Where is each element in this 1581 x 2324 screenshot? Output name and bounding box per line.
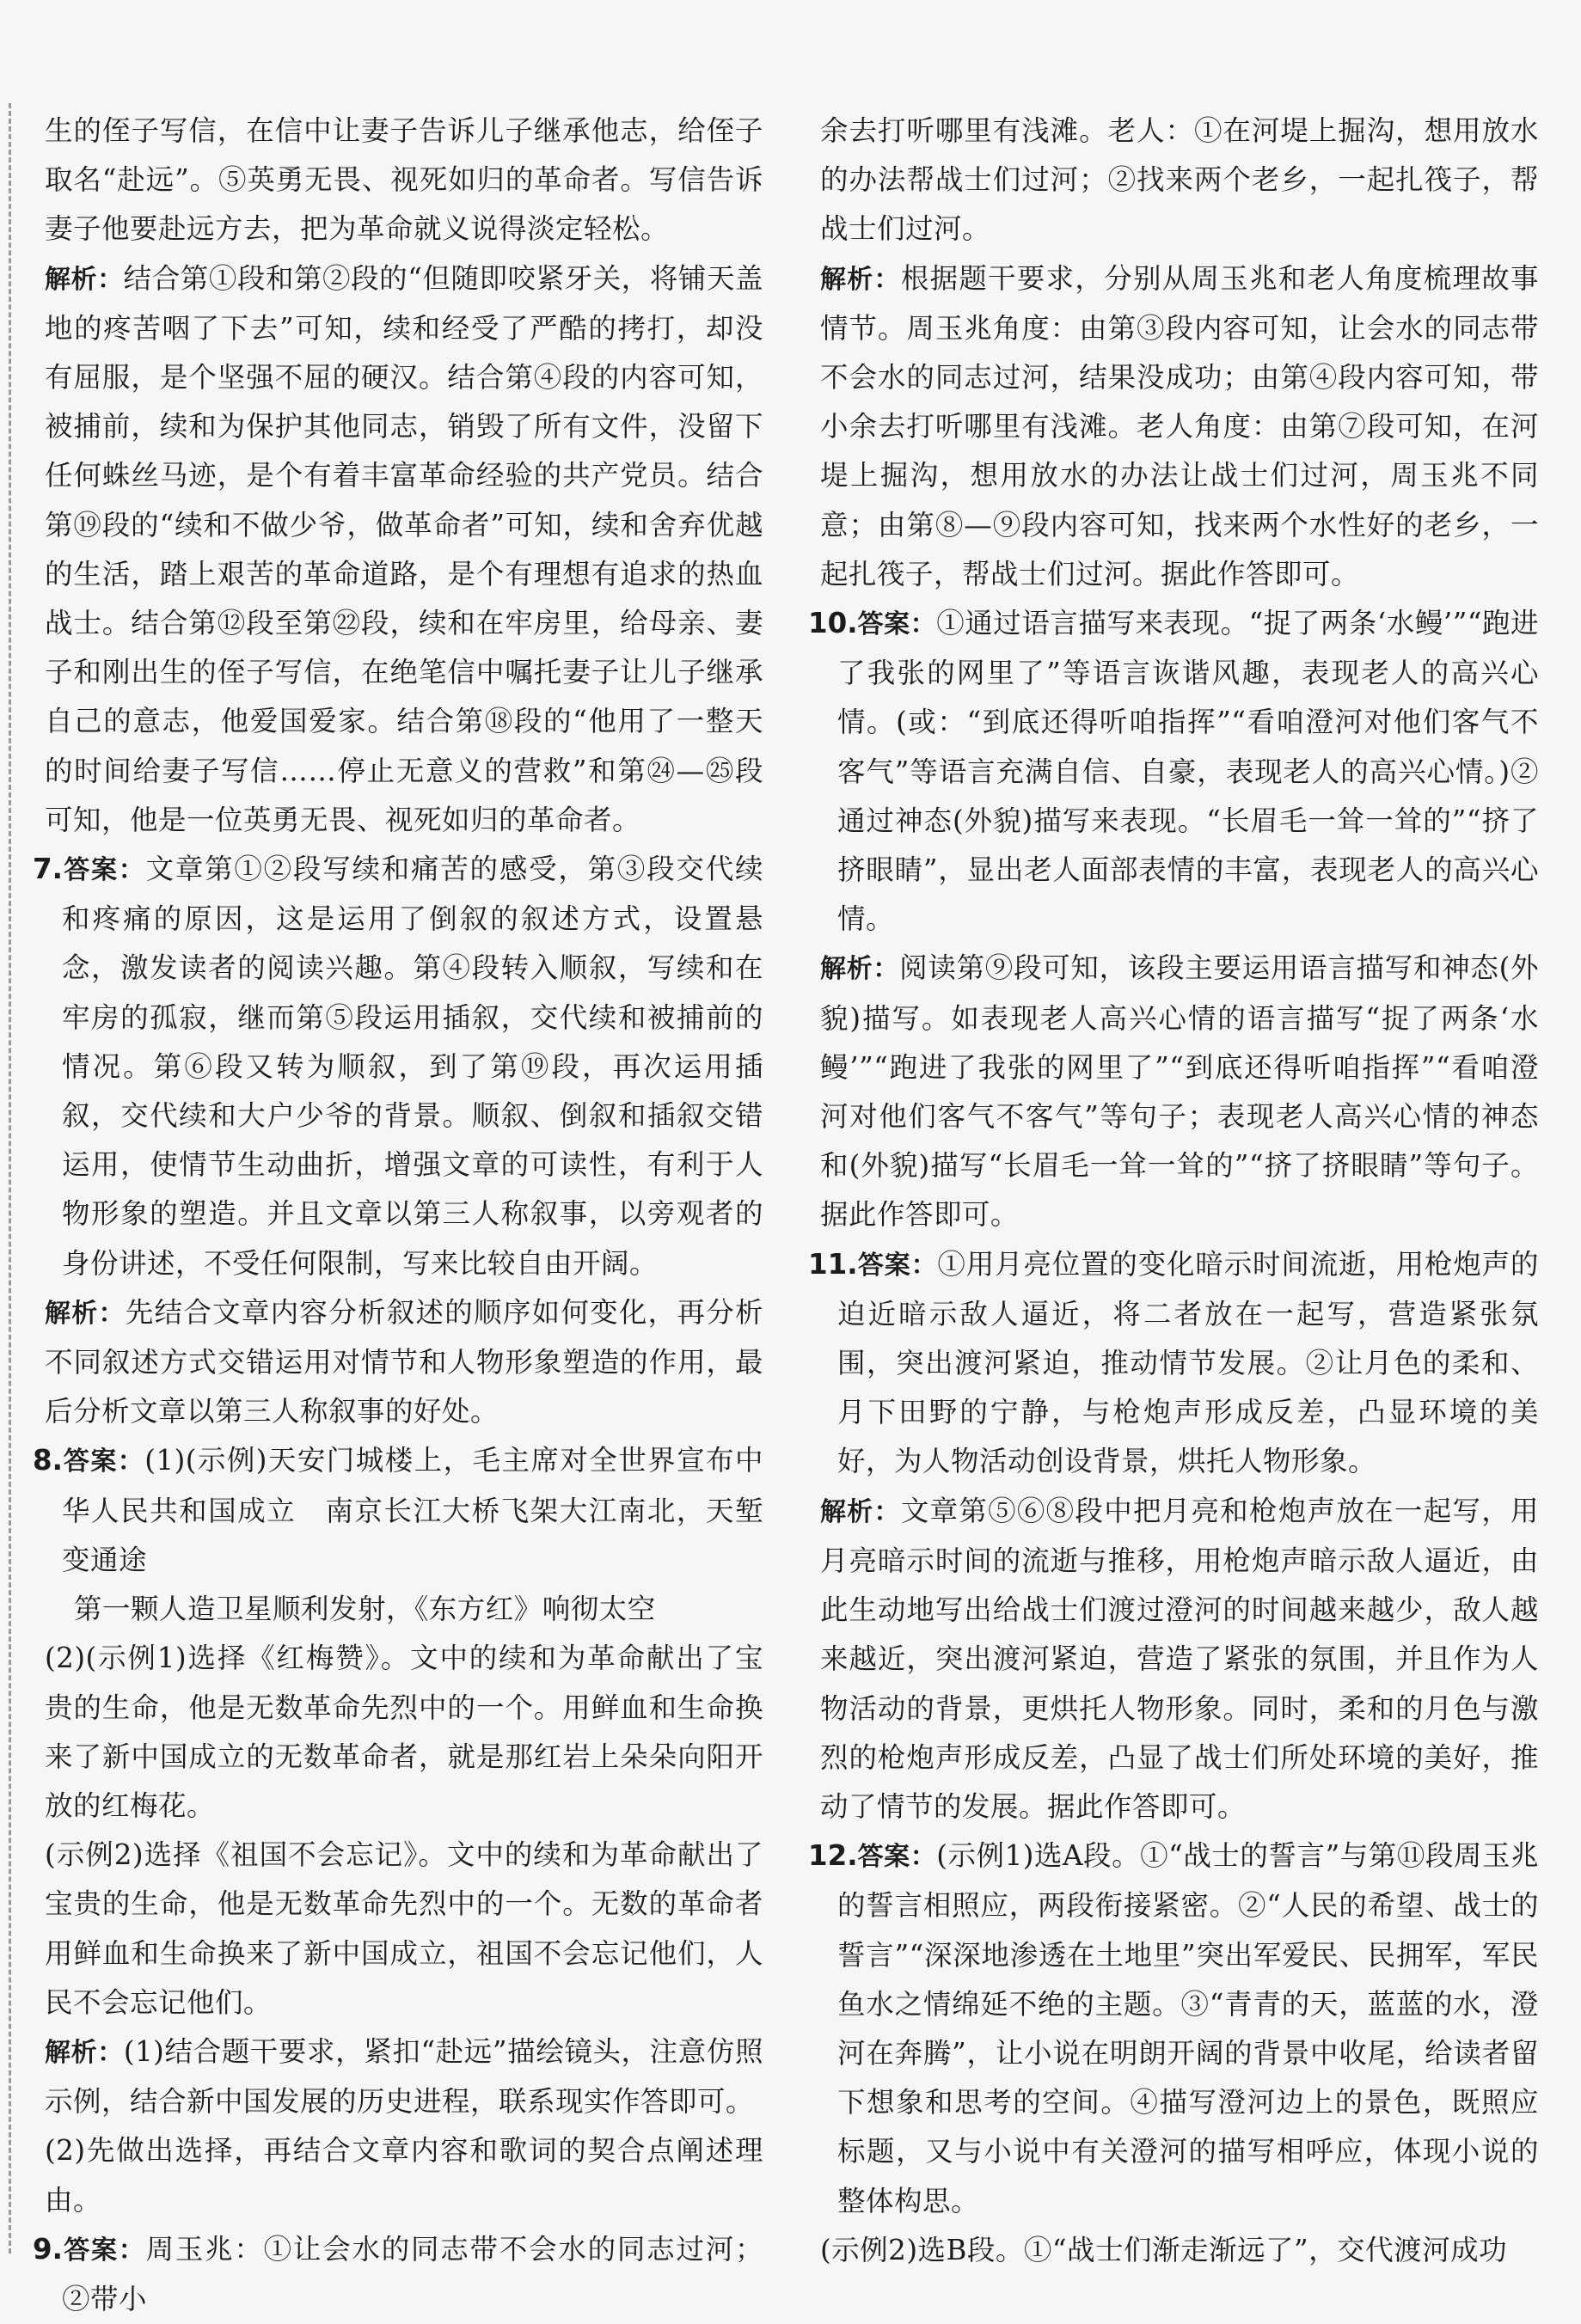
question-number: 8. [33,1444,63,1477]
right-column [808,107,1539,2275]
paragraph-text: (2)先做出选择，再结合文章内容和歌词的契合点阐述理由。 [45,2134,763,2217]
paragraph [808,107,1539,254]
paragraph [808,2226,1539,2275]
explanation-text: 阅读第⑨段可知，该段主要运用语言描写和神态(外貌)描写。如表现老人高兴心情的语言描写“捉了两条‘水鳗’”“跑进了我张的网里了”“到底还得听咱指挥”“看咱澄河对他们客气不客气”等句子；表现老人高兴心情的神态和(外貌)描写“长眉毛一耸一耸的”“挤了挤眼睛”等句子。据此作答即可。 [820,951,1539,1232]
question-number: 9. [33,2232,63,2266]
answer-block [33,1436,763,1585]
paragraph [33,2126,763,2224]
answer-label: 答案： [857,1250,938,1281]
answer-continuation [33,1585,763,1634]
explanation-label: 解析： [45,1298,126,1329]
paragraph-text: 生的侄子写信，在信中让妻子告诉儿子继承他志，给侄子取名“赴远”。⑤英勇无畏、视死如归的革命者。写信告诉妻子他要赴远方去，把为革命就义说得淡定轻松。 [45,114,763,246]
question-number: 12. [808,1839,858,1873]
answer-text: 周玉兆：①让会水的同志带不会水的同志过河；②带小 [62,2232,763,2315]
question-number: 7. [33,853,63,886]
explanation-text: 根据题干要求，分别从周玉兆和老人角度梳理故事情节。周玉兆角度：由第③段内容可知，让会水的同志带不会水的同志过河，结果没成功；由第④段内容可知，带小余去打听哪里有浅滩。老人角度：由第⑦段可知，在河堤上掘沟，想用放水的办法让战士们过河，周玉兆不同意；由第⑧—⑨段内容可知，找来两个水性好的老乡，一起扎筏子，帮战士们过河。据此作答即可。 [820,261,1539,590]
explanation-block [808,1487,1539,1832]
answer-block [808,1832,1539,2226]
answer-label: 答案： [857,1842,937,1873]
paragraph [33,1634,763,1831]
answer-block [33,2225,763,2324]
paragraph-text: (2)(示例1)选择《红梅赞》。文中的续和为革命献出了宝贵的生命，他是无数革命先烈中的一个。用鲜血和生命换来了新中国成立的无数革命者，就是那红岩上朵朵向阳开放的红梅花。 [45,1642,763,1822]
question-number: 10. [808,607,858,640]
explanation-block [808,254,1539,599]
answer-text: 第一颗人造卫星顺利发射，《东方红》响彻太空 [74,1593,656,1626]
paragraph [33,1831,763,2027]
explanation-block [33,1288,763,1437]
answer-label: 答案： [857,609,937,640]
explanation-block [33,2027,763,2126]
explanation-label: 解析： [820,954,900,985]
explanation-text: 先结合文章内容分析叙述的顺序如何变化，再分析不同叙述方式交错运用对情节和人物形象塑造的作用，最后分析文章以第三人称叙事的好处。 [45,1295,763,1428]
answer-block [808,1240,1539,1487]
left-column [33,107,763,2324]
answer-text: ①通过语言描写来表现。“捉了两条‘水鳗’”“跑进了我张的网里了”等语言诙谐风趣，表现老人的高兴心情。(或：“到底还得听咱指挥”“看咱澄河对他们客气不客气”等语言充满自信、自豪，表现老人的高兴心情。)②通过神态(外貌)描写来表现。“长眉毛一耸一耸的”“挤了挤眼睛”，显出老人面部表情的丰富，表现老人的高兴心情。 [837,607,1540,936]
answer-text: (示例1)选A段。①“战士的誓言”与第⑪段周玉兆的誓言相照应，两段衔接紧密。②“人民的希望、战士的誓言”“深深地渗透在土地里”突出军爱民、民拥军，军民鱼水之情绵延不绝的主题。③“青青的天，蓝蓝的水，澄河在奔腾”，让小说在明朗开阔的背景中收尾，给读者留下想象和思考的空间。④描写澄河边上的景色，既照应标题，又与小说中有关澄河的描写相呼应，体现小说的整体构思。 [837,1839,1539,2217]
question-number: 11. [808,1247,858,1281]
answer-block [808,599,1539,944]
answer-block [33,845,763,1288]
paragraph-text: (示例2)选择《祖国不会忘记》。文中的续和为革命献出了宝贵的生命，他是无数革命先烈中的一个。无数的革命者用鲜血和生命换来了新中国成立，祖国不会忘记他们，人民不会忘记他们。 [45,1838,763,2019]
explanation-text: 结合第①段和第②段的“但随即咬紧牙关，将铺天盖地的疼苦咽了下去”可知，续和经受了严酷的拷打，却没有屈服，是个坚强不屈的硬汉。结合第④段的内容可知，被捕前，续和为保护其他同志，销毁了所有文件，没留下任何蛛丝马迹，是个有着丰富革命经验的共产党员。结合第⑲段的“续和不做少爷，做革命者”可知，续和舍弃优越的生活，踏上艰苦的革命道路，是个有理想有追求的热血战士。结合第⑫段至第㉒段，续和在牢房里，给母亲、妻子和刚出生的侄子写信，在绝笔信中嘱托妻子让儿子继承自己的意志，他爱国爱家。结合第⑱段的“他用了一整天的时间给妻子写信……停止无意义的营救”和第㉔—㉕段可知，他是一位英勇无畏、视死如归的革命者。 [45,261,763,836]
paragraph [33,107,763,254]
answer-label: 答案： [62,2235,146,2266]
answer-label: 答案： [62,1446,145,1477]
answer-text: 文章第①②段写续和痛苦的感受，第③段交代续和疼痛的原因，这是运用了倒叙的叙述方式，设置悬念，激发读者的阅读兴趣。第④段转入顺叙，写续和在牢房的孤寂，继而第⑤段运用插叙，交代续和被捕前的情况。第⑥段又转为顺叙，到了第⑲段，再次运用插叙，交代续和大户少爷的背景。顺叙、倒叙和插叙交错运用，使情节生动曲折，增强文章的可读性，有利于人物形象的塑造。并且文章以第三人称叙事，以旁观者的身份讲述，不受任何限制，写来比较自由开阔。 [62,853,763,1280]
explanation-text: (1)结合题干要求，紧扣“赴远”描绘镜头，注意仿照示例，结合新中国发展的历史进程，联系现实作答即可。 [45,2034,763,2119]
explanation-block [808,944,1539,1239]
explanation-label: 解析： [45,2037,124,2068]
paragraph-text: (示例2)选B段。①“战士们渐走渐远了”，交代渡河成功 [820,2233,1508,2266]
dashed-margin-line [9,103,11,2254]
answer-text: ①用月亮位置的变化暗示时间流逝，用枪炮声的迫近暗示敌人逼近，将二者放在一起写，营造紧张氛围，突出渡河紧迫，推动情节发展。②让月色的柔和、月下田野的宁静，与枪炮声形成反差，凸显环境的美好，为人物活动创设背景，烘托人物形象。 [837,1247,1539,1478]
answer-text: (1)(示例)天安门城楼上，毛主席对全世界宣布中华人民共和国成立 南京长江大桥飞架大江南北，天堑变通途 [62,1444,764,1576]
paragraph-text: 余去打听哪里有浅滩。老人：①在河堤上掘沟，想用放水的办法帮战士们过河；②找来两个老乡，一起扎筏子，帮战士们过河。 [820,114,1539,246]
explanation-label: 解析： [45,264,124,295]
explanation-label: 解析： [820,1496,901,1527]
answer-label: 答案： [62,855,146,886]
explanation-label: 解析： [820,264,901,295]
explanation-text: 文章第⑤⑥⑧段中把月亮和枪炮声放在一起写，用月亮暗示时间的流逝与推移，用枪炮声暗示敌人逼近，由此生动地写出给战士们渡过澄河的时间越来越少，敌人越来越近，突出渡河紧迫，营造了紧张的氛围，并且作为人物活动的背景，更烘托人物形象。同时，柔和的月色与激烈的枪炮声形成反差，凸显了战士们所处环境的美好，推动了情节的发展。据此作答即可。 [820,1494,1539,1823]
explanation-block [33,254,763,845]
